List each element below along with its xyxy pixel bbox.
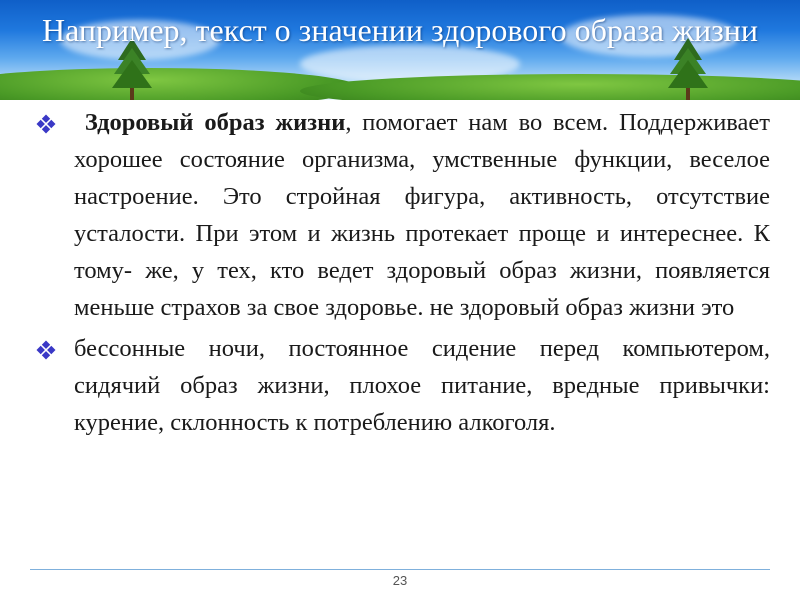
slide-body	[36, 104, 770, 441]
bullet-paragraph	[74, 330, 770, 441]
bold-phrase: Здоровый образ жизни	[84, 109, 346, 136]
bullet-item	[36, 104, 770, 326]
bullet-text: бессонные ночи, постоянное сидение перед компьютером, сидячий образ жизни, плохое питание, вредные привычки: курение, склонность к потреблению алкоголя.	[74, 335, 770, 436]
slide-title: Например, текст о значении здорового образа жизни	[41, 12, 759, 48]
bullet-paragraph	[74, 104, 770, 326]
bullet-item	[36, 330, 770, 441]
page-number: 23	[392, 573, 408, 588]
grass-hill	[0, 68, 360, 100]
footer-divider	[30, 569, 770, 570]
diamond-bullet-icon	[36, 340, 56, 360]
bullet-text: , помогает нам во всем. Поддерживает хорошее состояние организма, умственные функции, веселое настроение. Это стройная фигура, активность, отсутствие усталости. При этом и жизнь протекает проще и интереснее. К тому- же, у тех, кто ведет здоровый образ жизни, появляется меньше страхов за свое здоровье. не здоровый образ жизни это	[74, 109, 771, 321]
diamond-bullet-icon	[36, 114, 56, 134]
header-banner	[0, 0, 800, 100]
